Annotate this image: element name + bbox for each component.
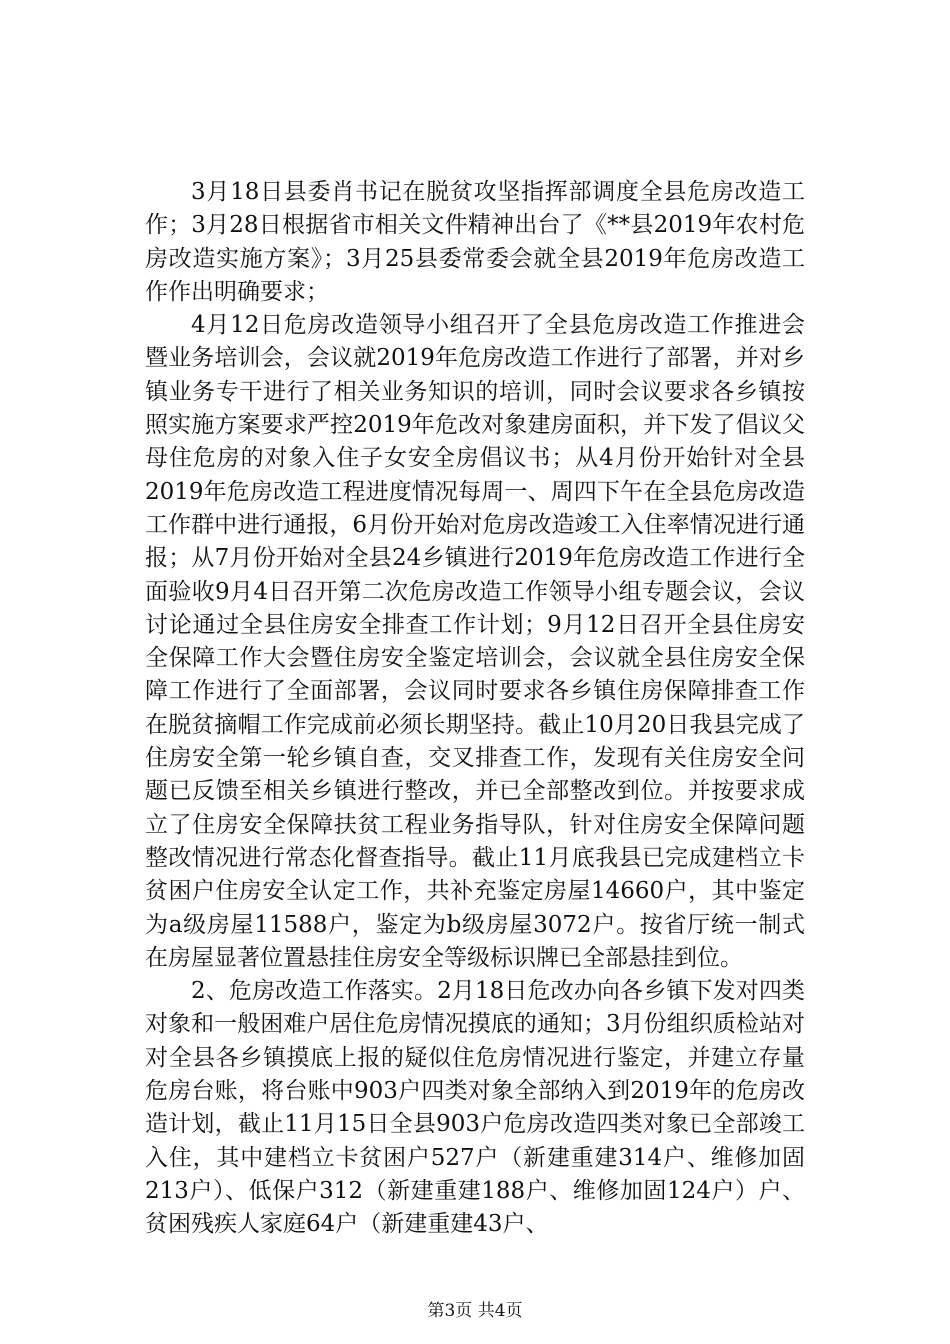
document-body: [145, 176, 805, 1242]
paragraph-3: 2、危房改造工作落实。2月18日危改办向各乡镇下发对四类对象和一般困难户居住危房情况摸底的通知；3月份组织质检站对对全县各乡镇摸底上报的疑似住危房情况进行鉴定，并建立存量危房台账，将台账中903户四类对象全部纳入到2019年的危房改造计划，截止11月15日全县903户危房改造四类对象已全部竣工入住，其中建档立卡贫困户527户（新建重建314户、维修加固213户）、低保户312（新建重建188户、维修加固124户）户、贫困残疾人家庭64户（新建重建43户、: [145, 978, 805, 1238]
paragraph-1: 3月18日县委肖书记在脱贫攻坚指挥部调度全县危房改造工作；3月28日根据省市相关文件精神出台了《**县2019年农村危房改造实施方案》；3月25县委常委会就全县2019年危房改造工作作出明确要求；: [145, 179, 805, 305]
page-footer: 第3页 共4页: [427, 1301, 523, 1321]
paragraph-2: 4月12日危房改造领导小组召开了全县危房改造工作推进会暨业务培训会，会议就2019年危房改造工作进行了部署，并对乡镇业务专干进行了相关业务知识的培训，同时会议要求各乡镇按照实施方案要求严控2019年危改对象建房面积，并下发了倡议父母住危房的对象入住子女安全房倡议书；从4月份开始针对全县2019年危房改造工程进度情况每周一、周四下午在全县危房改造工作群中进行通报，6月份开始对危房改造竣工入住率情况进行通报；从7月份开始对全县24乡镇进行2019年危房改造工作进行全面验收9月4日召开第二次危房改造工作领导小组专题会议，会议讨论通过全县住房安全排查工作计划；9月12日召开全县住房安全保障工作大会暨住房安全鉴定培训会，会议就全县住房安全保障工作进行了全面部署，会议同时要求各乡镇住房保障排查工作在脱贫摘帽工作完成前必须长期坚持。截止10月20日我县完成了住房安全第一轮乡镇自查，交叉排查工作，发现有关住房安全问题已反馈至相关乡镇进行整改，并已全部整改到位。并按要求成立了住房安全保障扶贫工程业务指导队，针对住房安全保障问题整改情况进行常态化督查指导。截止11月底我县已完成建档立卡贫困户住房安全认定工作，共补充鉴定房屋14660户，其中鉴定为a级房屋11588户，鉴定为b级房屋3072户。按省厅统一制式在房屋显著位置悬挂住房安全等级标识牌已全部悬挂到位。: [145, 312, 805, 971]
